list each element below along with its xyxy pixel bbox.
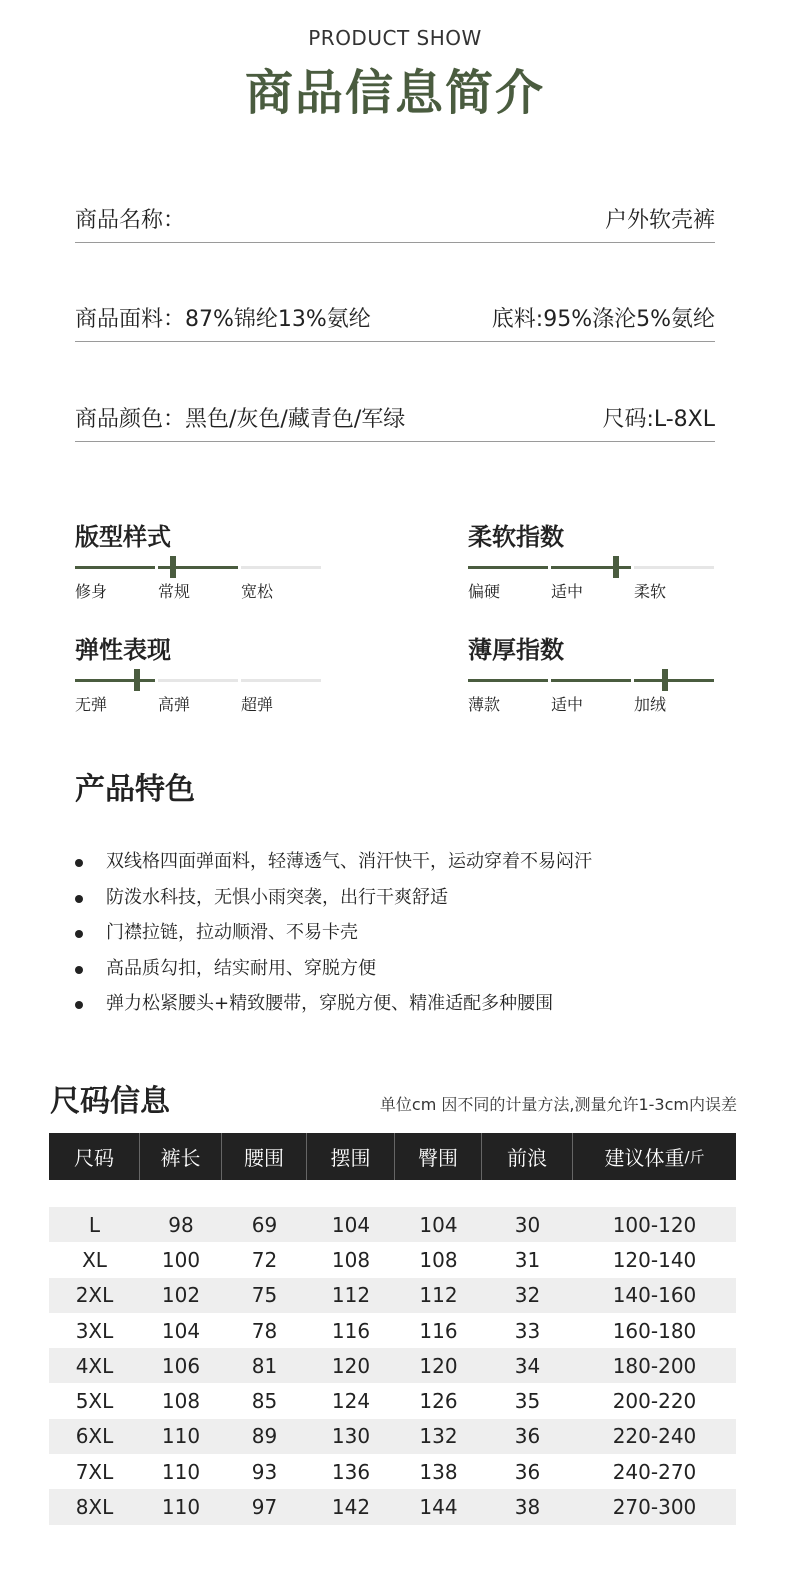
column-header-label: 建议体重 [604,1146,685,1170]
table-cell: 4XL [75,1353,114,1378]
bullet-icon [75,1001,83,1009]
table-cell: 240-270 [612,1459,697,1484]
table-cell: 5XL [75,1389,114,1414]
table-cell: 7XL [75,1459,114,1484]
table-cell: 160-180 [612,1318,697,1343]
table-cell: 136 [331,1459,371,1484]
table-cell: 98 [168,1212,194,1237]
table-row [49,1348,736,1383]
table-cell: 116 [419,1318,458,1343]
table-cell: 120 [419,1353,458,1378]
table-cell: 138 [419,1459,458,1484]
list-item [75,850,715,886]
scale-marker [134,669,140,691]
scale-softness [468,517,718,601]
table-cell: 112 [419,1283,458,1308]
table-row [49,1419,736,1454]
scale-label: 偏硬 [468,582,501,601]
table-cell: 142 [331,1495,371,1520]
scale-marker [662,669,668,691]
scale-label: 高弹 [158,695,191,714]
info-row-color [75,402,715,442]
column-header [573,1133,736,1180]
table-body [49,1207,736,1525]
info-label: 商品面料：87%锦纶13%氨纶 [75,307,371,332]
weight-unit: /斤 [684,1148,705,1166]
table-row [49,1207,736,1242]
table-cell: XL [82,1247,107,1272]
scale-title: 版型样式 [75,523,171,551]
table-cell: 110 [161,1424,201,1449]
table-row [49,1454,736,1489]
table-cell: 78 [251,1318,278,1343]
table-cell: 72 [251,1247,278,1272]
table-cell: L [88,1212,101,1237]
table-cell: 270-300 [612,1495,697,1520]
table-cell: 38 [514,1495,541,1520]
feature-text: 门襟拉链，拉动顺滑、不易卡壳 [106,922,358,943]
table-cell: 108 [331,1247,371,1272]
column-header: 腰围 [222,1133,307,1180]
table-row [49,1383,736,1418]
list-item [75,921,715,957]
list-item [75,886,715,922]
features-title: 产品特色 [75,772,195,807]
table-cell: 100-120 [612,1212,697,1237]
table-cell: 106 [161,1353,201,1378]
scale-segment [551,679,631,682]
scale-label: 超弹 [241,695,274,714]
table-cell: 69 [251,1212,278,1237]
scale-label: 常规 [158,582,191,601]
feature-text: 防泼水科技，无惧小雨突袭，出行干爽舒适 [106,886,448,908]
table-cell: 110 [161,1459,201,1484]
scale-marker [613,556,619,578]
table-cell: 6XL [75,1424,114,1449]
feature-text: 高品质勾扣，结实耐用、穿脱方便 [106,957,376,979]
column-header: 臀围 [395,1133,482,1180]
scale-title: 弹性表现 [75,636,171,664]
bullet-icon [75,895,83,903]
table-cell: 200-220 [612,1389,697,1414]
table-cell: 97 [251,1495,278,1520]
table-cell: 35 [514,1389,541,1414]
scale-marker [170,556,176,578]
table-row [49,1313,736,1348]
table-cell: 2XL [75,1283,114,1308]
scale-segment [634,566,714,569]
table-cell: 104 [161,1318,201,1343]
table-cell: 102 [161,1283,201,1308]
info-row-name [75,203,715,243]
table-cell: 180-200 [612,1353,697,1378]
bullet-icon [75,930,83,938]
scale-segment [75,679,155,682]
scale-elasticity [75,630,325,714]
table-cell: 32 [514,1283,541,1308]
size-title: 尺码信息 [50,1084,170,1119]
scale-segment [158,679,238,682]
column-header: 尺码 [49,1133,140,1180]
table-row [49,1242,736,1277]
table-cell: 120 [331,1353,371,1378]
column-header: 前浪 [482,1133,573,1180]
scale-label: 无弹 [75,695,108,714]
table-cell: 140-160 [612,1283,697,1308]
scale-fit [75,517,325,601]
scale-segment [75,566,155,569]
table-cell: 36 [514,1459,541,1484]
table-cell: 124 [331,1389,371,1414]
table-cell: 100 [161,1247,201,1272]
features-list [75,850,715,1028]
info-value: 户外软壳裤 [604,208,715,233]
scale-label: 宽松 [241,582,274,601]
bullet-icon [75,966,83,974]
scale-label: 加绒 [634,695,667,714]
table-cell: 130 [331,1424,371,1449]
table-cell: 85 [251,1389,278,1414]
table-cell: 93 [251,1459,278,1484]
info-label: 商品颜色：黑色/灰色/藏青色/军绿 [75,407,406,432]
scale-label: 薄款 [468,695,501,714]
table-cell: 132 [419,1424,458,1449]
table-cell: 104 [419,1212,458,1237]
scale-title: 薄厚指数 [468,636,564,664]
scale-label: 适中 [551,695,584,714]
scale-segment [241,566,321,569]
table-cell: 30 [514,1212,541,1237]
table-header [49,1133,736,1180]
scale-thickness [468,630,718,714]
scale-segment [468,566,548,569]
table-cell: 89 [251,1424,278,1449]
info-value: 尺码:L-8XL [602,407,715,432]
table-cell: 36 [514,1424,541,1449]
table-row [49,1489,736,1524]
table-cell: 104 [331,1212,371,1237]
scale-label: 修身 [75,582,108,601]
table-cell: 108 [419,1247,458,1272]
scale-title: 柔软指数 [468,523,564,551]
feature-text: 弹力松紧腰头+精致腰带，穿脱方便、精准适配多种腰围 [106,993,554,1014]
table-cell: 110 [161,1495,201,1520]
bullet-icon [75,859,83,867]
table-cell: 34 [514,1353,541,1378]
size-note: 单位cm 因不同的计量方法,测量允许1-3cm内误差 [379,1095,737,1114]
table-cell: 31 [514,1247,541,1272]
table-row [49,1278,736,1313]
table-cell: 108 [161,1389,201,1414]
scale-segment [634,679,714,682]
table-cell: 120-140 [612,1247,697,1272]
list-item [75,957,715,993]
table-cell: 8XL [75,1495,114,1520]
column-header: 裤长 [140,1133,222,1180]
table-cell: 33 [514,1318,541,1343]
scale-segment [241,679,321,682]
page-title: 商品信息简介 [244,65,545,121]
table-cell: 116 [331,1318,371,1343]
scale-segment [551,566,631,569]
info-row-fabric [75,302,715,342]
table-cell: 112 [331,1283,371,1308]
table-cell: 144 [419,1495,458,1520]
scale-segment [468,679,548,682]
list-item [75,992,715,1028]
header-subtitle: PRODUCT SHOW [308,26,482,50]
table-cell: 3XL [75,1318,114,1343]
feature-text: 双线格四面弹面料，轻薄透气、消汗快干，运动穿着不易闷汗 [106,851,592,872]
scale-label: 适中 [551,582,584,601]
table-cell: 126 [419,1389,458,1414]
column-header: 摆围 [307,1133,395,1180]
info-value: 底料:95%涤沦5%氨纶 [491,307,715,332]
table-cell: 75 [251,1283,278,1308]
table-cell: 220-240 [612,1424,697,1449]
info-label: 商品名称： [75,208,186,233]
scale-label: 柔软 [634,582,667,601]
table-cell: 81 [251,1353,278,1378]
